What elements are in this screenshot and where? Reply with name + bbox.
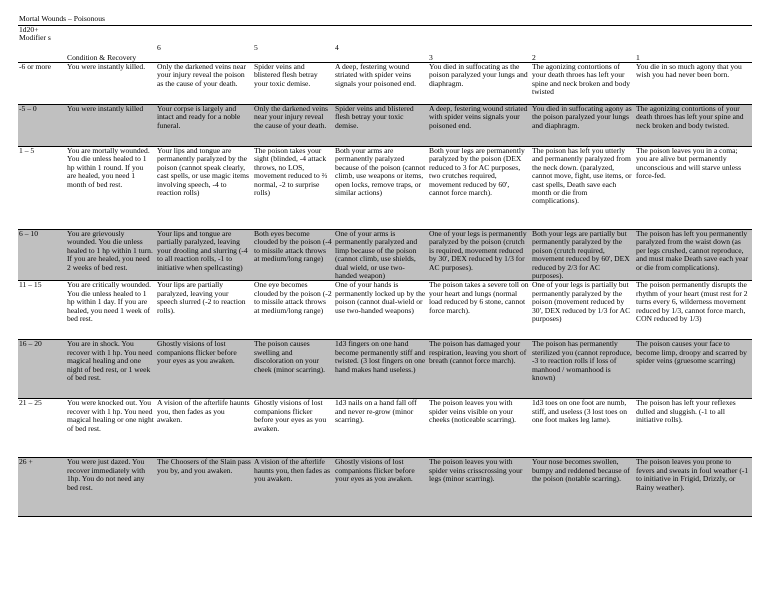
result-cell-5: Spider veins and blistered flesh betray your toxic demise. — [253, 63, 334, 105]
title-row — [18, 15, 752, 26]
result-cell-6: The Choosers of the Slain pass you by, and you awaken. — [156, 458, 253, 517]
result-cell-1: The poison leaves you prone to fevers and sweats in foul weather (-1 to initiative in Frigid, Drizzly, or Rainy weather). — [635, 458, 752, 517]
table-row — [18, 105, 752, 147]
condition-cell: You were just dazed. You recover immediately with 1hp. You do not need any bed rest. — [66, 458, 156, 517]
result-cell-6: Your corpse is largely and intact and ready for a noble funeral. — [156, 105, 253, 147]
result-cell-1: The poison has left you permanently paralyzed from the waist down (as per legs crushed, cannot reproduce, and must make Death save each year or die from complications). — [635, 230, 752, 281]
header-modifier: 1d20+ Modifier s — [18, 26, 66, 63]
result-cell-4: One of your arms is permanently paralyzed and limp because of the poison (cannot climb, use shields, dual wield, or use two-handed weapon) — [334, 230, 428, 281]
result-cell-3: The poison leaves you with spider veins visible on your cheeks (noticeable scarring). — [428, 399, 531, 458]
result-cell-1: The poison leaves you in a coma; you are alive but permanently unconscious and will starve unless force-fed. — [635, 147, 752, 230]
result-cell-5: Only the darkened veins near your injury reveal the cause of your death. — [253, 105, 334, 147]
result-cell-3: The poison takes a severe toll on your heart and lungs (normal load reduced by 6 stone, cannot force march). — [428, 281, 531, 340]
result-cell-2: The poison has left you utterly and permanently paralyzed from the neck down. (paralyzed, cannot move, fight, use items, or cast spells, Death save each month or die from complications). — [531, 147, 635, 230]
modifier-cell: -6 or more — [18, 63, 66, 105]
result-cell-4: Both your arms are permanently paralyzed because of the poison (cannot climb, use weapons or items, open locks, remove traps, or similar actions) — [334, 147, 428, 230]
result-cell-3: A deep, festering wound striated with spider veins signals your poisoned end. — [428, 105, 531, 147]
condition-cell: You are mortally wounded. You die unless healed to 1 hp within 1 round. If you are healed, you need 1 month of bed rest. — [66, 147, 156, 230]
condition-cell: You were knocked out. You recover with 1 hp. You need magical healing or one night of bed rest. — [66, 399, 156, 458]
result-cell-1: You die in so much agony that you wish you had never been born. — [635, 63, 752, 105]
header-col-6: 6 — [156, 26, 253, 63]
modifier-cell: -5 – 0 — [18, 105, 66, 147]
result-cell-4: 1d3 fingers on one hand become permanently stiff and twisted. (3 lost fingers on one hand makes hand useless.) — [334, 340, 428, 399]
result-cell-1: The poison permanently disrupts the rhythm of your heart (must rest for 2 turns every 6, wilderness movement reduced by 1/3, cannot force march, CON reduced by 1/3) — [635, 281, 752, 340]
result-cell-2: Your nose becomes swollen, bumpy and reddened because of the poison (notable scarring). — [531, 458, 635, 517]
table-row — [18, 147, 752, 230]
result-cell-3: The poison leaves you with spider veins crisscrossing your legs (minor scarring). — [428, 458, 531, 517]
result-cell-5: Ghostly visions of lost companions flicker before your eyes as you awaken. — [253, 399, 334, 458]
table-row — [18, 340, 752, 399]
result-cell-5: The poison takes your sight (blinded, -4 attack throws, no LOS, movement reduced to ⅔ normal, -2 to surprise rolls) — [253, 147, 334, 230]
result-cell-6: Your lips and tongue are partially paralyzed, leaving your drooling and slurring (-4 to all reaction rolls, -1 to initiative when spellcasting) — [156, 230, 253, 281]
result-cell-2: The poison has permanently sterilized you (cannot reproduce, -3 to reaction rolls if loss of manhood / womanhood is known) — [531, 340, 635, 399]
result-cell-4: 1d3 nails on a hand fall off and never re-grow (minor scarring). — [334, 399, 428, 458]
result-cell-5: A vision of the afterlife haunts you, then fades as you awaken. — [253, 458, 334, 517]
result-cell-2: You died in suffocating agony as the poison paralyzed your lungs and diaphragm. — [531, 105, 635, 147]
header-row — [18, 26, 752, 63]
result-cell-5: Both eyes become clouded by the poison (-4 to missile attack throws at medium/long range) — [253, 230, 334, 281]
result-cell-4: One of your hands is permanently locked up by the poison (cannot dual-wield or use two-handed weapons) — [334, 281, 428, 340]
result-cell-1: The poison has left your reflexes dulled and sluggish. (-1 to all initiative rolls). — [635, 399, 752, 458]
table-title: Mortal Wounds – Poisonous — [18, 15, 752, 26]
result-cell-4: A deep, festering wound striated with spider veins signals your poisoned end. — [334, 63, 428, 105]
modifier-cell: 26 + — [18, 458, 66, 517]
mortal-wounds-sheet — [18, 15, 752, 517]
result-cell-4: Spider veins and blistered flesh betray your toxic demise. — [334, 105, 428, 147]
result-cell-6: Only the darkened veins near your injury reveal the poison as the cause of your death. — [156, 63, 253, 105]
result-cell-1: The poison causes your face to become limp, droopy and scarred by spider veins (gruesome scarring) — [635, 340, 752, 399]
result-cell-4: Ghostly visions of lost companions flicker before your eyes as you awaken. — [334, 458, 428, 517]
condition-cell: You are grievously wounded. You die unless healed to 1 hp within 1 turn. If you are healed, you need 2 weeks of bed rest. — [66, 230, 156, 281]
result-cell-6: A vision of the afterlife haunts you, then fades as you awaken. — [156, 399, 253, 458]
header-condition: Condition & Recovery — [66, 26, 156, 63]
table-row — [18, 230, 752, 281]
modifier-cell: 6 – 10 — [18, 230, 66, 281]
table-row — [18, 63, 752, 105]
result-cell-5: The poison causes swelling and discoloration on your cheek (minor scarring). — [253, 340, 334, 399]
modifier-cell: 21 – 25 — [18, 399, 66, 458]
result-cell-2: 1d3 toes on one foot are numb, stiff, and useless (3 lost toes on one foot makes leg lame). — [531, 399, 635, 458]
modifier-cell: 16 – 20 — [18, 340, 66, 399]
header-col-3: 3 — [428, 26, 531, 63]
result-cell-3: Both your legs are permanently paralyzed by the poison (DEX reduced to 3 for AC purposes, two crutches required, movement reduced by 60', cannot force march). — [428, 147, 531, 230]
table-row — [18, 458, 752, 517]
modifier-cell: 1 – 5 — [18, 147, 66, 230]
result-cell-2: The agonizing contortions of your death throes has left your spine and neck broken and body twisted — [531, 63, 635, 105]
mortal-wounds-table — [18, 15, 752, 517]
header-col-2: 2 — [531, 26, 635, 63]
result-cell-6: Your lips are partially paralyzed, leaving your speech slurred (-2 to reaction rolls). — [156, 281, 253, 340]
result-cell-2: Both your legs are partially but permanently paralyzed by the poison (crutch required, movement reduced by 60', DEX reduced by 2/3 for AC purposes). — [531, 230, 635, 281]
result-cell-3: You died in suffocating as the poison paralyzed your lungs and diaphragm. — [428, 63, 531, 105]
result-cell-5: One eye becomes clouded by the poison (-2 to missile attack throws at medium/long range) — [253, 281, 334, 340]
condition-cell: You are critically wounded. You die unless healed to 1 hp within 1 day. If you are healed, you need 1 week of bed rest. — [66, 281, 156, 340]
header-col-4: 4 — [334, 26, 428, 63]
result-cell-3: One of your legs is permanently paralyzed by the poison (crutch is required, movement reduced by 30', DEX reduced by 1/3 for AC purposes). — [428, 230, 531, 281]
condition-cell: You are in shock. You recover with 1 hp. You need magical healing and one night of bed rest, or 1 week of bed rest. — [66, 340, 156, 399]
table-row — [18, 399, 752, 458]
result-cell-1: The agonizing contortions of your death throes has left your spine and neck broken and body twisted. — [635, 105, 752, 147]
result-cell-3: The poison has damaged your respiration, leaving you short of breath (cannot force march). — [428, 340, 531, 399]
modifier-cell: 11 – 15 — [18, 281, 66, 340]
header-col-5: 5 — [253, 26, 334, 63]
result-cell-2: One of your legs is partially but permanently paralyzed by the poison (movement reduced by 30', DEX reduced by 1/3 for AC purposes) — [531, 281, 635, 340]
result-cell-6: Ghostly visions of lost companions flicker before your eyes as you awaken. — [156, 340, 253, 399]
result-cell-6: Your lips and tongue are permanently paralyzed by the poison (cannot speak clearly, cast spells, or use magic items involving speech, -4 to reaction rolls) — [156, 147, 253, 230]
condition-cell: You were instantly killed — [66, 105, 156, 147]
table-row — [18, 281, 752, 340]
header-col-1: 1 — [635, 26, 752, 63]
condition-cell: You were instantly killed. — [66, 63, 156, 105]
